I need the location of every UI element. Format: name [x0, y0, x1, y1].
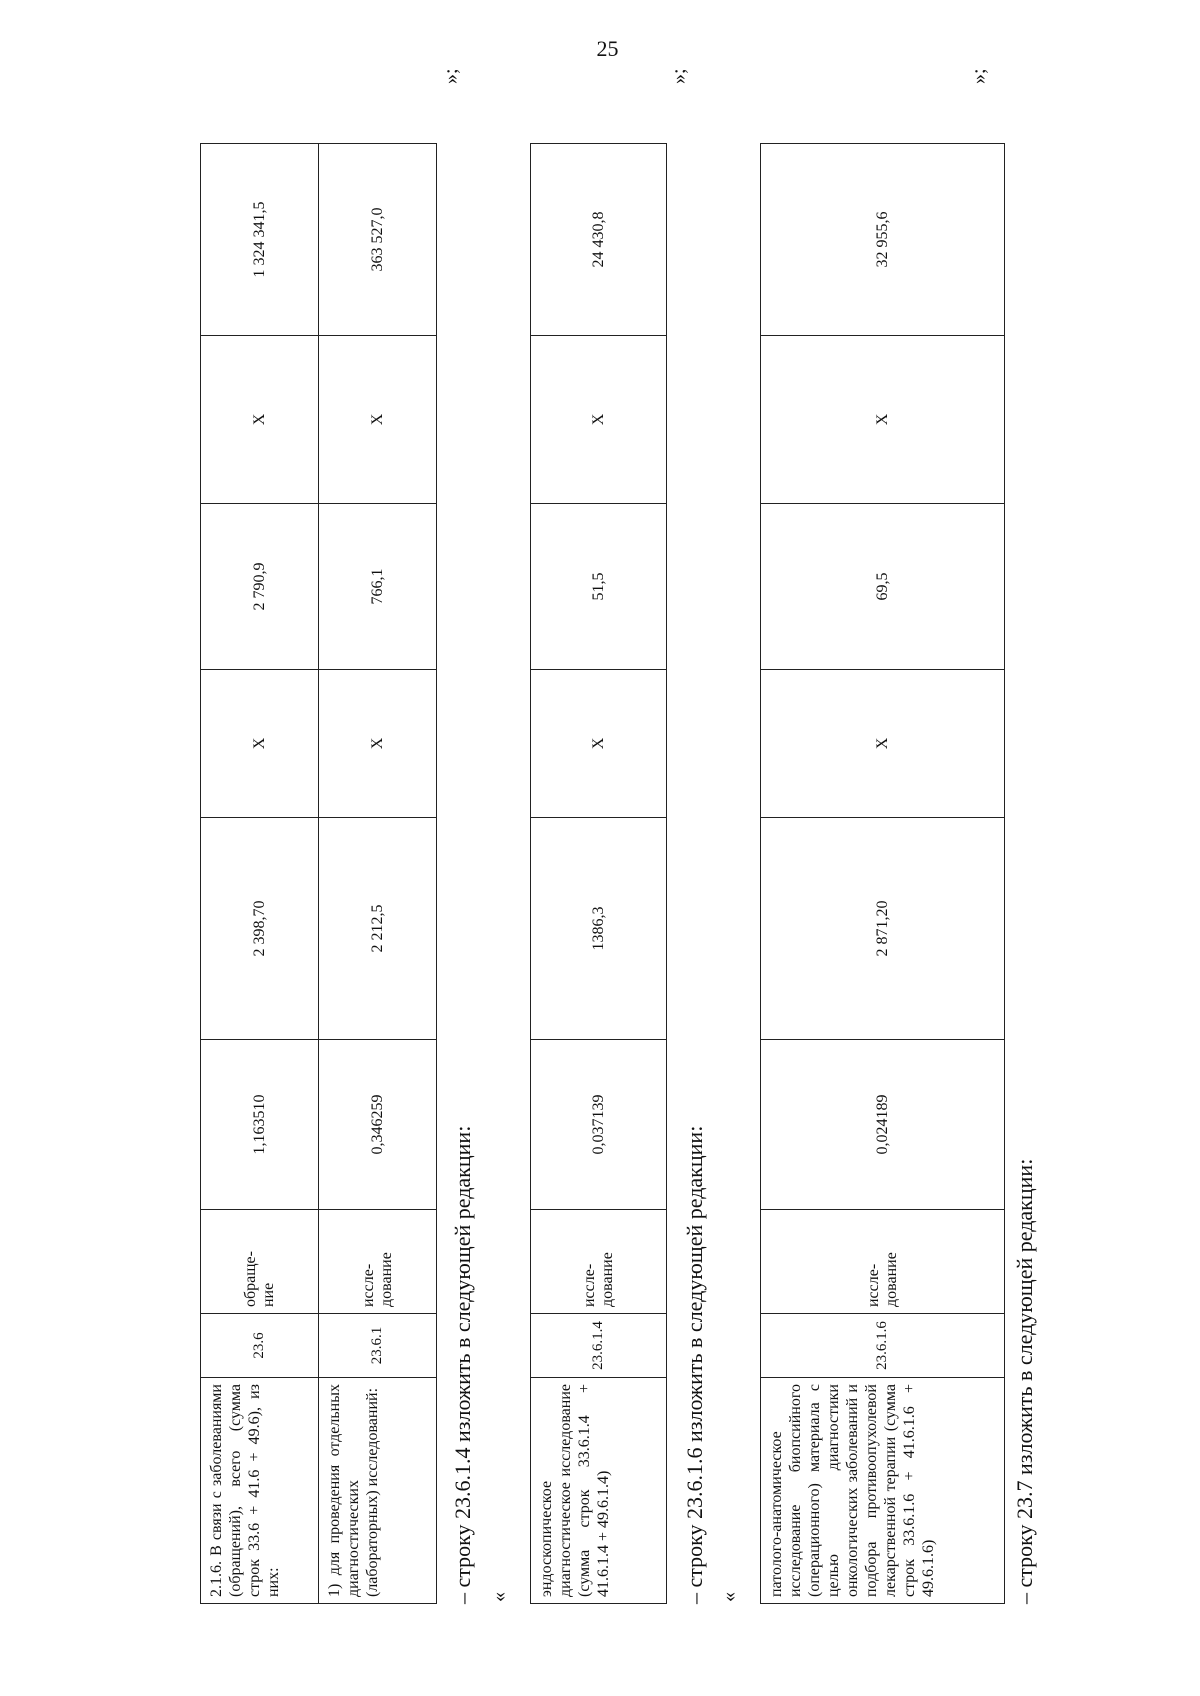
unit-line: иссле- — [580, 1263, 598, 1307]
row-name: патолого-анатомическое исследование биопсийного (операционного) материала с целью диагностики онкологических заболеваний и подбора противоопухолевой лекарственной терапии (сумма строк 33.6.1.6 + 41.6.1.6 + 49.6.1.6) — [761, 1378, 1005, 1604]
value-cell: 69,5 — [761, 504, 1005, 670]
unit-line: обраще- — [241, 1251, 259, 1307]
closing-quote: »; — [668, 68, 690, 84]
value-cell: 24 430,8 — [531, 144, 667, 336]
closing-quote: »; — [440, 68, 462, 84]
closing-quote: »; — [968, 68, 990, 84]
value-cell: X — [319, 336, 437, 504]
row-code: 23.6.1 — [319, 1314, 437, 1378]
value-cell: 32 955,6 — [761, 144, 1005, 336]
value-cell: 2 212,5 — [319, 818, 437, 1040]
row-name: 1) для проведения отдельных диагностических (лабораторных) исследований: — [319, 1378, 437, 1604]
value-cell: 1,163510 — [201, 1040, 319, 1210]
row-code: 23.6.1.6 — [761, 1314, 1005, 1378]
value-cell: 766,1 — [319, 504, 437, 670]
value-cell: X — [531, 670, 667, 818]
value-cell: 0,346259 — [319, 1040, 437, 1210]
table-row — [761, 144, 1005, 1604]
value-cell: 363 527,0 — [319, 144, 437, 336]
unit-line: дование — [598, 1252, 616, 1307]
value-cell: 1 324 341,5 — [201, 144, 319, 336]
table-row — [201, 144, 319, 1604]
row-name: эндоскопическое диагностическое исследование (сумма строк 33.6.1.4 + 41.6.1.4 + 49.6.1.4) — [531, 1378, 667, 1604]
open-quote: « — [488, 1592, 510, 1602]
value-cell: 0,024189 — [761, 1040, 1005, 1210]
row-unit — [761, 1210, 1005, 1314]
open-quote: « — [718, 1592, 740, 1602]
value-cell: X — [201, 336, 319, 504]
value-cell: X — [201, 670, 319, 818]
value-cell: 2 398,70 — [201, 818, 319, 1040]
edit-instruction: – строку 23.6.1.6 изложить в следующей редакции: — [682, 1125, 707, 1604]
edit-instruction: – строку 23.7 изложить в следующей редакции: — [1012, 1158, 1037, 1604]
value-cell: X — [761, 336, 1005, 504]
edit-instruction: – строку 23.6.1.4 изложить в следующей редакции: — [450, 1125, 475, 1604]
row-code: 23.6 — [201, 1314, 319, 1378]
data-table — [200, 143, 437, 1604]
row-code: 23.6.1.4 — [531, 1314, 667, 1378]
table-row — [319, 144, 437, 1604]
value-cell: X — [319, 670, 437, 818]
rotated-content — [200, 68, 1160, 1604]
value-cell: X — [531, 336, 667, 504]
value-cell: 51,5 — [531, 504, 667, 670]
row-unit — [319, 1210, 437, 1314]
unit-line: ние — [259, 1282, 277, 1307]
data-table — [530, 143, 667, 1604]
table-row — [531, 144, 667, 1604]
unit-line: иссле- — [864, 1263, 882, 1307]
row-name: 2.1.6. В связи с заболеваниями (обращений), всего (сумма строк 33.6 + 41.6 + 49.6), из них: — [201, 1378, 319, 1604]
unit-line: дование — [882, 1252, 900, 1307]
row-unit — [201, 1210, 319, 1314]
page-number: 25 — [596, 36, 619, 61]
row-unit — [531, 1210, 667, 1314]
value-cell: 2 871,20 — [761, 818, 1005, 1040]
value-cell: 2 790,9 — [201, 504, 319, 670]
unit-line: дование — [377, 1252, 395, 1307]
value-cell: X — [761, 670, 1005, 818]
data-table — [760, 143, 1005, 1604]
unit-line: иссле- — [359, 1263, 377, 1307]
value-cell: 0,037139 — [531, 1040, 667, 1210]
value-cell: 1386,3 — [531, 818, 667, 1040]
